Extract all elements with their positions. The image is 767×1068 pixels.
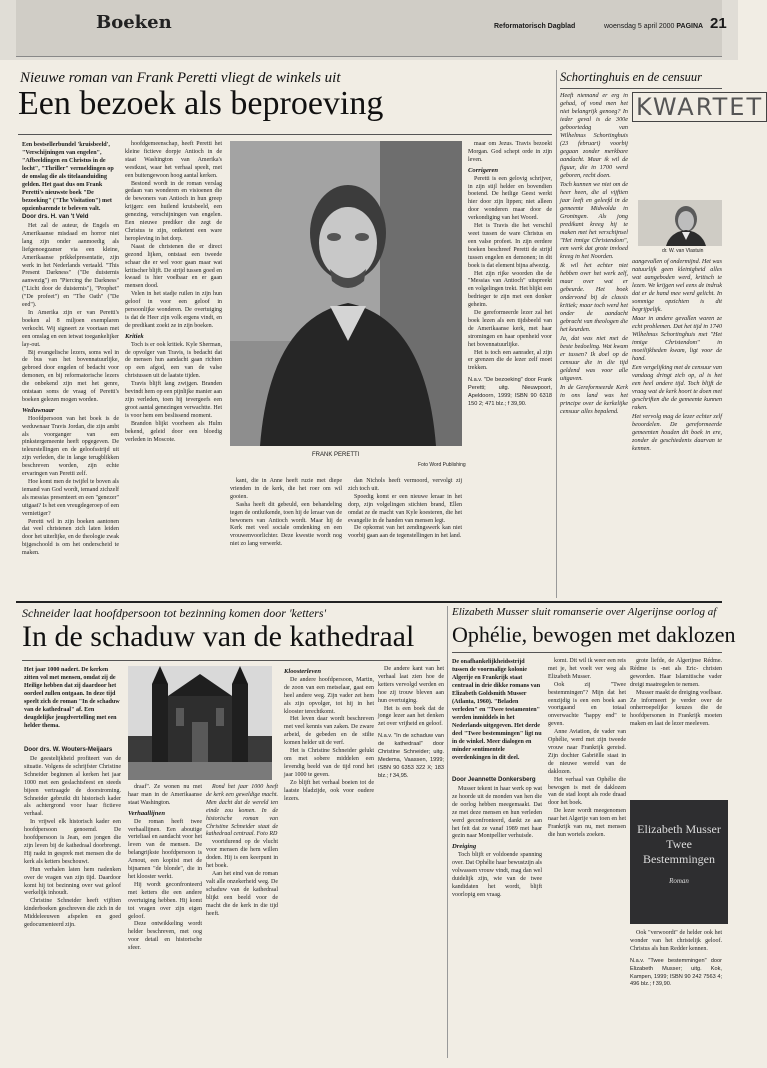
sidebar-col2: aangevallen of ondermijnd. Het was natuurlijk geen kleinigheid alles wat aangeboden werd, kritisch te lezen. We krijgen wel eens de indruk dat er de hand mee werd gelicht. In sommige opzichten is dit begrijpelijk. Maar in andere gevallen waren ze echt problemen. Dat het tijd in 1740 Wilhelmus Schortinghuis met "Het innige Christendom" in moeilijkheden kwam, ligt voor de hand. Een vergelijking met de censuur van vandaag dringt zich op, al is het een heel andere tijd. Toch blijft de vraag wat de kerk hoort te doen met geschriften die de gemeente kunnen raken. Het vervolg mag de lezer echter zelf beoordelen. De gereformeerde gemeenten houden dit boek in ere, zonder de geschiedenis daarvan te kennen. xyxy=(632,258,722,452)
subhead-dreiging: Dreiging xyxy=(452,843,477,851)
article3-headline: Ophélie, bewogen met daklozen xyxy=(452,622,736,647)
author-photo xyxy=(230,141,462,446)
article1-col2: hoofdgemeenschap, heeft Peretti het kleine fictieve dorpje Antioch in de staat Washington van Amerika's westkust, waar het verhaal speelt, met een buitengewoon hoog aantal kerken. Bestond wordt in de roman verslag gedaan van wonderen en visioenen die de bewoners van Antioch in hun greep krijgen: een huilend kruisbeeld, een genezing, verschijningen van engelen. Een nieuwe prediker die zegt de Christus te zijn, ontketent een ware heropleving in het dorp. Naast de christenen die er direct gezond lijken, ontstaat een tweede schaar die er wel voor gaan maar wat kritischer blijft. De strijd tussen goed en kwaad is hier voelbaar en er gaan mensen dood. Velen in het stadje ruilen in zijn hun geloof in voor een geloof in persoonlijke wonderen. De overtuiging is dat de Heer zijn volk ergens vindt, en de predikant zoekt ze in zijn boeken. Kritiek Toch is er ook kritiek. Kyle Sherman, de opvolger van Travis, is bedacht dat de mensen hun aandacht gaan richten op een afgod, een van de valse christussen uit de laatste tijden. Travis blijft lang zwijgen. Branden bevindt hem op een pijnlijke manier aan zijn verleden, toen hij tevergeefs een groot aantal genezingen verwachtte. Het is voor hem een beslissend moment. Brandon blijkt voorheen als Hulm bekend, geleid door een bloedig verleden in Moscote. xyxy=(125,141,222,443)
article2-byline: Door drs. W. Wouters-Meijaars xyxy=(24,746,113,753)
article1-col1: Het zal de auteur, de Engels en Amerikaanse misdaad en horror niet lang zijn onder aanmoedig als liefgenoegzamer via een kleine, Amerikaanse prikkelpresentatie, zijn werk in het Nederlands vertaald. "This Present Darkness" ("De duisternis aanwezig") en "Piercing the Darkness" ("Licht door de duisternis"), "Prophet" ("De profeet") en "The Oath" ("De eed"). In Amerika zijn er van Peretti's boeken al 8 miljoen exemplaren verkocht. Wij signeert ze voortaan met een omslag en een ietwat toegankelijker lay-out. Bij evangelische lezers, soms wel in de bus van het bovennatuurlijke, gebroed door engelen of bedacht voor demonen, en bij reformatorische lezers die onbekend zijn met het genre, ontstaan soms de vraag of Peretti's boeken gelezen mogen worden. Weduwnaar Hoofdpersoon van het boek is de weduwnaar Travis Jordan, die zijn ambt als voorganger van een pinkstergemeente heeft opgegeven. De teleurstellingen en de geloofsstrijd uit zijn verleden, die in lange terugblikken beschreven worden, zijn echte ervaringen van Peretti zelf. Hoe komt men de twijfel te boven als iemand van God wordt, iemand zichzelf als messias presenteert en een "genezer" uitgaat? Is het een vreugdegeroep of een vernietiger? Peretti wil in zijn boeken aantonen dat veel christenen zich laten leiden door het uiterlijke, en de theologie zwak bijgeschoold is om het onderscheid te maken. xyxy=(22,223,119,557)
article1-headline: Een bezoek als beproeving xyxy=(18,85,384,122)
article1-bookinfo: N.a.v. "De bezoeking" door Frank Peretti; uitg. Nieuwpoort, Apeldoorn, 1999; ISBN 90 6318 150 2; 471 blz.; f 39,90. xyxy=(468,377,552,407)
author-portrait-image xyxy=(230,141,462,446)
article3-lead: De onafhankelijkheidsstrijd tussen de voormalige kolonie Algerije en Frankrijk staat centraal in drie dikke romans van Elizabeth Goldsmith Musser (Atlanta, 1960). "Beladen verleden" en "Twee testamenten" werden inmiddels in het Nederlands uitgegeven. Het derde deel "Twee bestemmingen" ligt nu in de winkel. Meer dialogen en minder sentimentele overdenkingen in dit deel. xyxy=(452,659,542,761)
sidebar-kicker: Schortinghuis en de censuur xyxy=(560,70,702,84)
masthead xyxy=(16,0,727,57)
article2-lead: Het jaar 1000 nadert. De kerken zitten vol met mensen, omdat zij de Heilige hebben dat zij daardoor het oordeel zullen ontgaan. In deze tijd speelt zich de roman "In de schaduw van de kathedraal" af. Een deugdelijke jeugdvertelling met een helder thema. xyxy=(24,667,120,729)
article1-col4: dan Nichols heeft vermoord, vervolgt zij zich toch uit. Spoedig komt er een nieuwe leraar in het dorp, zijn volgelingen stichten brand, Ellen omdat ze de macht van Kyle koesteren, die het evangelie in de handen van mensen legt. De opkomst van het zendingswerk kan niet voorbij gaan aan de tegenstellingen in het land. xyxy=(348,478,462,540)
sidebar-divider xyxy=(556,70,557,598)
article3-bookinfo: N.a.v. "Twee bestemmingen" door Elizabeth Musser; uitg. Kok, Kampen, 1999; ISBN 90 242 7563 4; 496 blz.; f 39,90. xyxy=(630,957,722,988)
subhead-weduwnaar: Weduwnaar xyxy=(22,406,55,414)
article2-col2: draaf". Ze wonen nu met haar man in de Amerikaanse staat Washington. Verhaallijnen De roman heeft twee verhaallijnen. Een aboutige verteltaal en aandacht voor het leven van de mensen. De belangrijkste hoofdpersoon is Arnout, een kopiist met de bijnamen "de blonde", die in het klooster werkt. Hij wordt geconfronteerd met ketters die een andere overtuiging hebben. Hij komt tot vragen over zijn eigen geloof. Deze ontwikkeling wordt helder beschreven, met oog voor detail en historische sfeer. xyxy=(128,784,202,952)
newspaper-name: Reformatorisch Dagblad xyxy=(494,23,576,30)
author-photo-caption: FRANK PERETTI xyxy=(312,452,360,458)
article3-divider xyxy=(447,606,448,1058)
columnist-photo xyxy=(638,200,722,246)
article1-kicker: Nieuwe roman van Frank Peretti vliegt de winkels uit xyxy=(20,70,341,86)
columnist-credit: dr. W. van Vlastuin xyxy=(662,248,704,254)
article3-col4: Ook "verwoordt" de helder ook het wonder van het christelijk geloof. Christus als hun Redder kennen. N.a.v. "Twee bestemmingen" door Elizabeth Musser; uitg. Kok, Kampen, 1999; ISBN 90 242 7563 4; 496 blz.; f 39,90. xyxy=(630,930,722,988)
book-cover xyxy=(630,800,728,924)
sidebar-col1: Heeft niemand er erg in gehad, of vond men het niet belangrijk genoeg? In ieder geval is de 300e geboortedag van Wilhelmus Schortinghuis (23 februari) voorbij gegaan zonder merkbare aandacht. Maar ik wil de figuur, die in 1700 werd geboren, recht doen. Toch kunnen we niet om de heer heen, die al vijftien jaar leeft en geleefd in de gemeente Midwolda in Groningen. Als jong predikant kreeg hij te maken met het verschijnsel "Het innige Christendom", een werk dat grote invloed kreeg in het Noorden. Ik wil het echter niet hebben over het werk zelf, maar over wat er gebeurde. Het boek ondervond bij de classis kritiek; maar toch werd het onder de aandacht gebracht van theologen die het keurden. Ja, dat was niet met de beste bedoeling. Wat kwam er tussen? Ik doel op de censuur die in die tijd geldend was voor alle uitgaven. In de Gereformeerde Kerk in ons land was het principe over de kerkelijke censuur alles bepalend. xyxy=(560,92,628,415)
cathedral-photo xyxy=(128,666,272,780)
subhead-corrigeren: Corrigeren xyxy=(468,166,499,174)
section-rule xyxy=(16,601,722,603)
columnist-portrait-image xyxy=(638,200,722,246)
article2-col5: De andere kant van het verhaal laat zien hoe de ketters vervolgd werden en hoe zij trouw bleven aan hun overtuiging. Het is een boek dat de jonge lezer aan het denken zet over vrijheid en geloof. N.a.v. "In de schaduw van de kathedraal" door Christine Schneider; uitg. Medema, Vaassen, 1999; ISBN 90 6353 322 X; 183 blz.; f 34,95. xyxy=(378,666,444,779)
article2-bookinfo: N.a.v. "In de schaduw van de kathedraal" door Christine Schneider; uitg. Medema, Vaassen, 1999; ISBN 90 6353 322 X; 183 blz.; f 34,95. xyxy=(378,733,444,779)
article2-col4: Kloosterleven De andere hoofdpersoon, Martin, de zoon van een metselaar, gaat een heel andere weg. Zijn vader zet hem als zijn opvolger, tot hij in het klooster terechtkomt. Het leven daar wordt beschreven met veel kennis van zaken. De zware arbeid, de gebeden en de stilte komen helder uit de verf. Het is Christine Schneider gelukt om met sobere middelen een levendig beeld van de tijd rond het jaar 1000 te geven. Zo blijft het verhaal boeien tot de laatste bladzijde, ook voor oudere lezers. xyxy=(284,668,374,802)
article1-col3: kant, die in Anne heeft ruzie met diepe vrienden in de kerk, die het roer om wil gooien. Sasha heeft dit gebeuld, een behandeling tegen de ontluikende, toen hij de leraar van de bewoners van Antioch wordt. Maar hij de Kerk met veel sociale omdenking en een vrouwenvoorlichter. Deze kwestie wordt nog niet zo lang verwerkt. xyxy=(230,478,342,548)
article3-kicker: Elizabeth Musser sluit romanserie over Algerijnse oorlog af xyxy=(452,606,717,618)
article2-rule xyxy=(22,660,440,661)
article1-rule xyxy=(18,134,552,135)
article3-col3: grote liefde, de Algerijnse Rédme. Rédme is -net als Eric- christen geworden. Haar Islamitische vader dreigt maatregelen te nemen. Musser maakt de dreiging voelbaar. Ze informeert je verder over de onherroepelijke keuzes die de hoofdpersonen in Frankrijk moeten maken en laat de lezer meeleven. xyxy=(630,658,722,728)
subhead-verhaallijnen: Verhaallijnen xyxy=(128,809,166,817)
article1-byline: Door drs. H. van 't Veld xyxy=(22,213,89,220)
article3-col2: komt. Dit wil ik weer een reis met je, het voelt ver weg als Elizabeth Musser. Ook zij "Twee bestemmingen"? Mijn dat het eenzijdig is een een boek aan voortgaand en totaal onverwachte "happy end" te geven. Anne Aviation, de vader van Ophélie, werd met zijn tweede vrouw naar Frankrijk gereisd. Zijn dochter Gabriëlle staat in de nieuwe wereld van de daklozen. Het verhaal van Ophélie die bewogen is met de daklozen van de stad loopt als rode draad door het boek. De lezer wordt meegenomen naar het Algerije van toen en het Frankrijk van nu, met mensen die hun wortels zoeken. xyxy=(548,658,626,838)
page-number: 21 xyxy=(710,15,727,32)
sidebar-rule xyxy=(560,88,722,89)
cover-subtitle: Roman xyxy=(669,877,689,885)
cover-title: Twee Bestemmingen xyxy=(643,837,715,866)
article3-byline: Door Jeannette Donkersberg xyxy=(452,776,536,783)
article2-col3: Rond het jaar 1000 heeft de kerk een geweldige macht. Men dacht dat de wereld ten einde zou komen. In de historische roman van Christine Schneider staat de kathedraal centraal. Foto RD voortdurend op de vlucht voor mensen die hem willen doden. Hij is een keerpunt in het boek. Aan het eind van de roman valt alle onzekerheid weg. De schaduw van de kathedraal blijkt een beeld voor de macht die de kerk in die tijd heeft. xyxy=(206,784,278,917)
article3-col1: Musser tekent in haar werk op wat ze hoorde uit de monden van hen die de oorlog hebben meegemaakt. Dat ze met deze mensen en hun verleden werd geconfronteerd, dankt ze aan het feit dat ze vanaf 1989 met haar gezin naar Montpellier verhuisde. Dreiging Toch blijft er voldoende spanning over. Dat Ophélie haar bewustzijn als volwassen vrouw vindt, mag dan wel duidelijk zijn, wie van de twee kandidaten het wordt, blijft voorlopig een vraag. xyxy=(452,786,542,898)
issue-date: woensdag 5 april 2000 PAGINA xyxy=(604,23,704,30)
article1-col5: maar om Jezus. Travis bezoekt Morgan. God schept orde in zijn leven. Corrigeren Peretti is een gelovig schrijver, in zijn stijl helder en bovendien boeiend. De heilige Geest werkt hier door zijn lippen; niet alleen door wonderen maar door de verkondiging van het Woord. Het is Travis die het verschil weet tussen de ware Christus en een valse profeet. In zijn eerdere boeken beschreef Peretti de strijd tussen engelen en demonen; in dit boek is dat element bijna afwezig. Het zijn rijke woorden die de "Messias van Antioch" uitspreekt en volgelingen trekt. Het blijkt een bedrieger te zijn met een donker geheim. De gereformeerde lezer zal het boek lezen als een tijdsbeeld van de Amerikaanse kerk, met haar stromingen en haar openheid voor het bovennatuurlijke. Het is toch een aanrader, al zijn er grenzen die de lezer zelf moet trekken. N.a.v. "De bezoeking" door Frank Peretti; uitg. Nieuwpoort, Apeldoorn, 1999; ISBN 90 6318 150 2; 471 blz.; f 39,90. xyxy=(468,141,552,407)
article3-rule xyxy=(452,652,722,653)
cover-author: Elizabeth Musser xyxy=(637,822,721,836)
subhead-kloosterleven: Kloosterleven xyxy=(284,668,321,675)
article2-kicker: Schneider laat hoofdpersoon tot bezinning komen door 'ketters' xyxy=(22,606,327,620)
section-title: Boeken xyxy=(96,12,172,33)
author-photo-credit: Foto Word Publishing xyxy=(418,462,466,468)
subhead-kritiek: Kritiek xyxy=(125,332,144,340)
cathedral-image xyxy=(128,666,272,780)
kwartet-label: KWARTET xyxy=(632,92,767,122)
article2-col1: De geestelijkheid profiteert van de situatie. Volgens de schrijfster Christine Schneider beginnen al kerken het jaar 1000 met een geslachtsfeest en steeds bijeen vertraagde de doorstroming. Schneider gebruikt dit historisch kader als achtergrond voor haar fictieve verhaal. In vrijwel elk historisch kader een hoofdpersoon genoemd. De hoofdpersoon is Jean, een jongen die zijn leven bij de kathedraal doorbrengt. Hij raakt in gesprek met mensen die de kerk als ketters beschouwt. Hun verhalen laten hem nadenken over de vragen van zijn tijd. Daardoor komt hij tot bezinning over wat geloof werkelijk inhoudt. Christine Schneider heeft vijftien kinderboeken geschreven die zich in de Middeleeuwen afspelen en goed gedocumenteerd zijn. xyxy=(24,756,121,929)
article1-lead: Een bestsellerbundel 'kruisbeeld', "Verschijningen van engelen", "Afbeeldingen en Christus in de locht", "Thriller" vermeldingen op de omslag die als titelaanduiding gelden. Het gaat dus om Frank Peretti's nieuwste boek "De bezoeking" ("The Visitation") met opzienbarende te beleven valt. xyxy=(22,142,114,212)
article2-headline: In de schaduw van de kathedraal xyxy=(22,620,415,653)
article2-photo-caption: Rond het jaar 1000 heeft de kerk een geweldige macht. Men dacht dat de wereld ten einde zou komen. In de historische roman van Christine Schneider staat de kathedraal centraal. Foto RD xyxy=(206,784,278,838)
